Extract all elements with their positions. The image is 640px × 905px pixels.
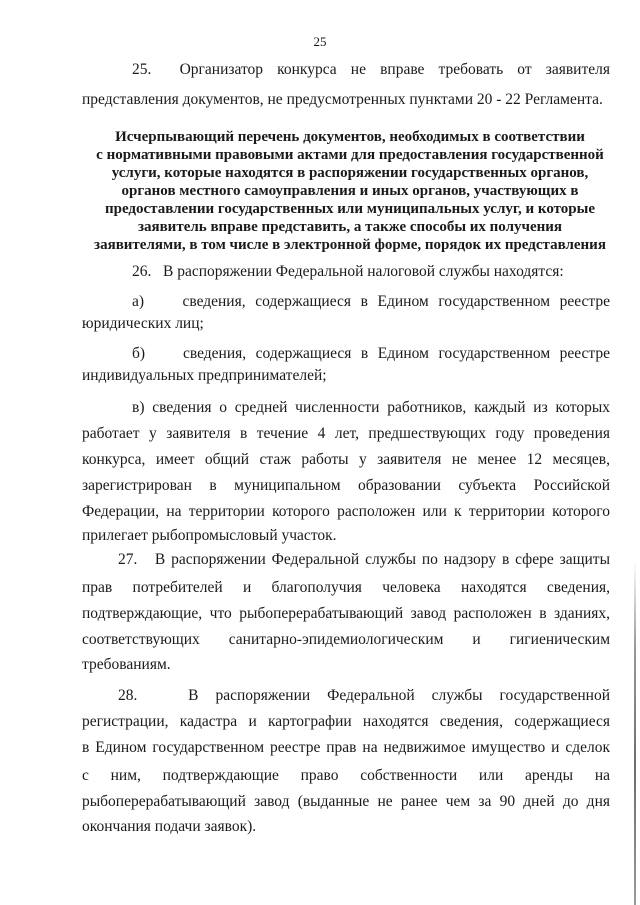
paragraph-27-line-1: 27. В распоряжении Федеральной службы по надзору в сфере защиты xyxy=(118,551,610,568)
paragraph-27-line-4: соответствующих санитарно-эпидемиологическим и гигиеническим xyxy=(82,631,610,648)
item-v-line-5: Федерации, на территории которого расположен или к территории которого xyxy=(82,503,610,520)
paragraph-27-line-3: подтверждающие, что рыбоперерабатывающий завод расположен в зданиях, xyxy=(82,605,610,622)
paragraph-28-line-2: регистрации, кадастра и картографии находятся сведения, содержащиеся xyxy=(82,713,610,730)
paragraph-28-line-4: с ним, подтверждающие право собственности или аренды на xyxy=(82,767,610,784)
heading-line-6: заявитель вправе представить, а также способы их получения xyxy=(137,219,563,235)
item-a-line-2: юридических лиц; xyxy=(82,315,204,332)
item-v-line-4: зарегистрирован в муниципальном образовании субъекта Российской xyxy=(82,477,610,494)
item-v-line-2: работает у заявителя в течение 4 лет, предшествующих году проведения xyxy=(82,425,610,442)
paragraph-26-line-1: 26. В распоряжении Федеральной налоговой службы находятся: xyxy=(132,263,564,280)
heading-line-3: услуги, которые находятся в распоряжении государственных органов, xyxy=(111,165,589,181)
paragraph-28-line-3: в Едином государственном реестре прав на недвижимое имущество и сделок xyxy=(82,739,610,756)
paragraph-28-line-6: окончания подачи заявок). xyxy=(82,818,257,835)
scan-edge-shadow xyxy=(634,560,636,905)
heading-line-7: заявителями, в том числе в электронной форме, порядок их представления xyxy=(94,237,606,253)
paragraph-25-line-2: представления документов, не предусмотренных пунктами 20 - 22 Регламента. xyxy=(82,91,603,108)
item-b-line-1: б) сведения, содержащиеся в Едином государственном реестре xyxy=(132,345,610,362)
page-number: 25 xyxy=(313,34,327,49)
item-v-line-3: конкурса, имеет общий стаж работы у заявителя не менее 12 месяцев, xyxy=(82,451,610,468)
heading-line-2: с нормативными правовыми актами для предоставления государственной xyxy=(96,147,604,163)
item-v-line-6: прилегает рыбопромысловый участок. xyxy=(82,527,337,544)
item-a-line-1: а) сведения, содержащиеся в Едином государственном реестре xyxy=(132,293,610,310)
paragraph-28-line-5: рыбоперерабатывающий завод (выданные не ранее чем за 90 дней до дня xyxy=(82,793,610,810)
paragraph-27-line-2: прав потребителей и благополучия человека находятся сведения, xyxy=(82,579,610,596)
paragraph-27-line-5: требованиям. xyxy=(82,656,171,673)
heading-line-1: Исчерпывающий перечень документов, необходимых в соответствии xyxy=(115,129,585,145)
item-b-line-2: индивидуальных предпринимателей; xyxy=(82,367,327,384)
heading-line-4: органов местного самоуправления и иных органов, участвующих в xyxy=(121,183,579,199)
heading-line-5: предоставлении государственных или муниципальных услуг, и которые xyxy=(104,201,596,217)
item-v-line-1: в) сведения о средней численности работников, каждый из которых xyxy=(132,399,610,416)
paragraph-28-line-1: 28. В распоряжении Федеральной службы государственной xyxy=(118,687,610,704)
paragraph-25-line-1: 25. Организатор конкурса не вправе требовать от заявителя xyxy=(132,61,610,78)
